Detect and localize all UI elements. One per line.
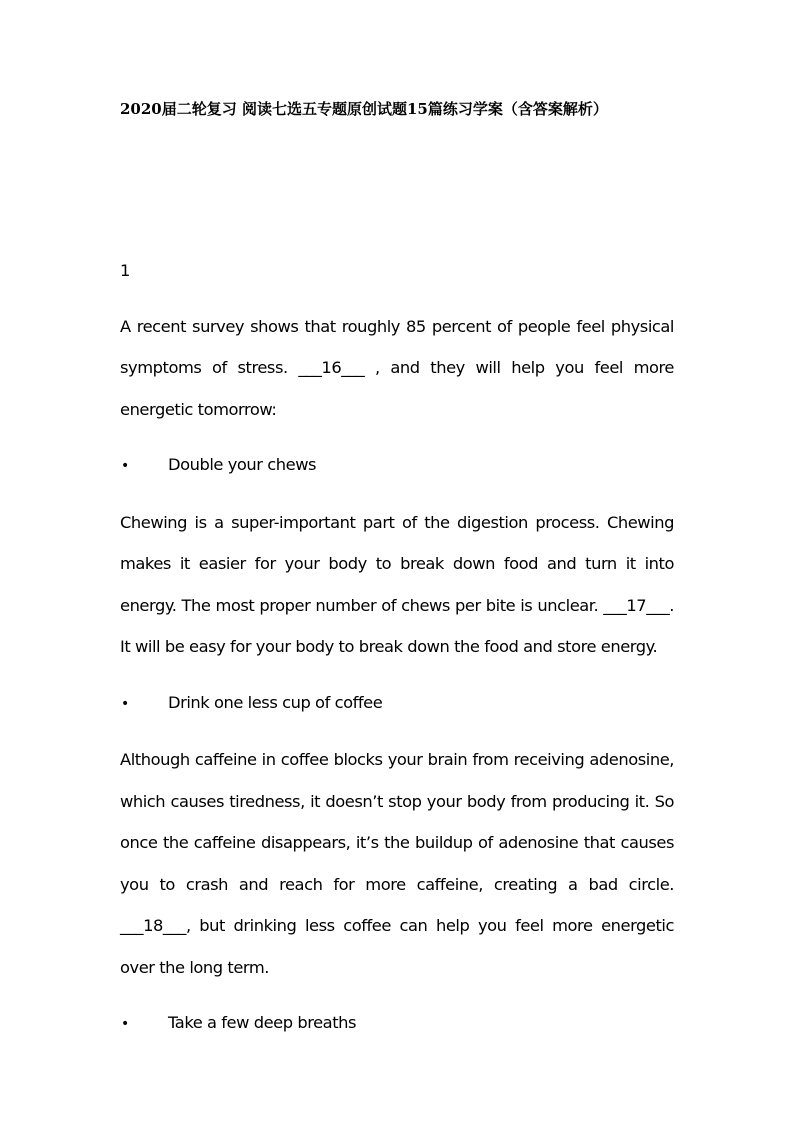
bullet-icon: • [121,1016,129,1032]
bullet-item-deep-breaths [120,1002,674,1046]
bullet-item-coffee [120,682,674,726]
document-title: 2020届二轮复习 阅读七选五专题原创试题15篇练习学案（含答案解析） [120,100,608,118]
bullet-heading: Drink one less cup of coffee [168,692,383,712]
bullet-heading: Double your chews [168,455,317,474]
bullet-item-double-chews [120,444,674,488]
paragraph-chewing: Chewing is a super-important part of the digestion process. Chewing makes it easier for your body to break down food and turn it into energy. The most proper number of chews per bite is unclear. ___17___. It will be easy for your body to break down the food and store energy. [120,512,674,656]
paragraph-coffee: Although caffeine in coffee blocks your brain from receiving adenosine, which causes tiredness, it doesn’t stop your body from producing it. So once the caffeine disappears, it’s the buildup of adenosine that causes you to crash and reach for more caffeine, creating a bad circle. ___18___, but drinking less coffee can help you feel more energetic over the long term. [120,750,674,977]
bullet-icon: • [121,458,129,474]
bullet-icon: • [121,695,129,712]
intro-paragraph: A recent survey shows that roughly 85 percent of people feel physical symptoms of stress. ___16___ , and they will help you feel more energetic tomorrow: [120,316,674,419]
document-body [120,250,674,1060]
passage-number: 1 [120,261,130,280]
bullet-heading: Take a few deep breaths [168,1013,357,1032]
